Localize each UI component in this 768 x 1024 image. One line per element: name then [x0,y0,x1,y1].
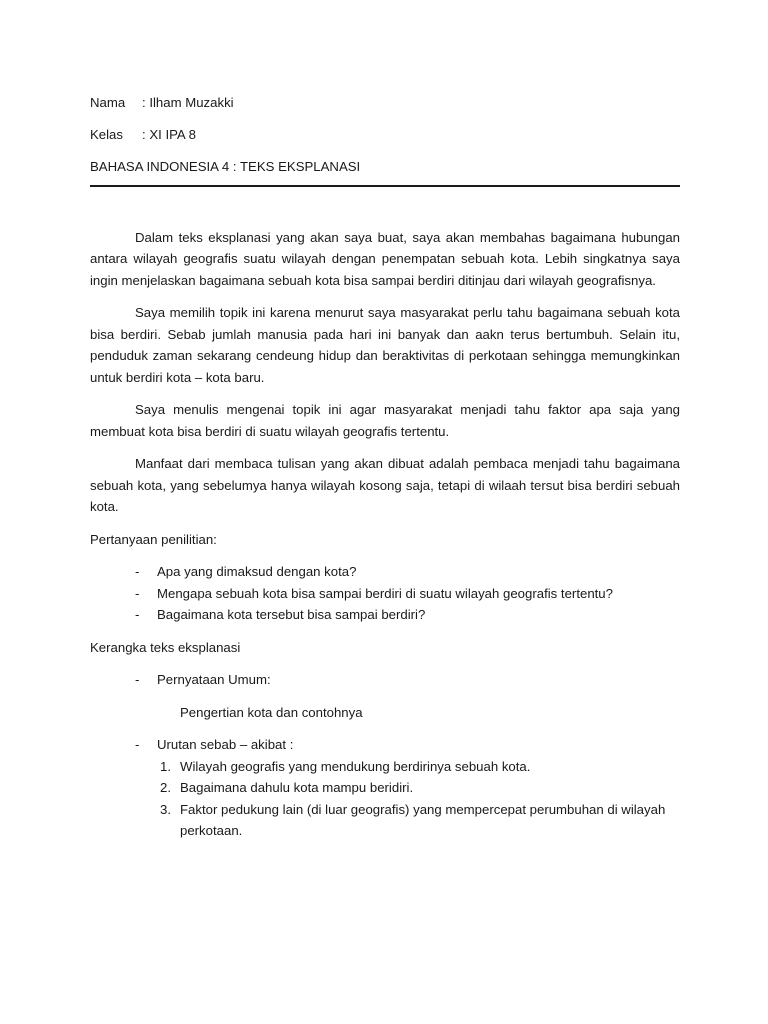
number-marker: 3. [160,801,171,817]
document-title: BAHASA INDONESIA 4 : TEKS EKSPLANASI [90,156,680,187]
class-row [90,124,680,145]
document-page [90,92,680,853]
dash-marker: - [135,737,140,752]
name-value: : Ilham Muzakki [142,95,234,110]
question-3: Bagaimana kota tersebut bisa sampai berdiri? [157,607,426,622]
framework-sequence-list [90,734,680,756]
name-row [90,92,680,113]
general-statement-text: Pengertian kota dan contohnya [180,704,363,720]
list-item [90,604,680,626]
body-section [90,227,680,842]
sequence-item-2: Bagaimana dahulu kota mampu beridiri. [180,780,414,795]
paragraph-2: Saya memilih topik ini karena menurut saya masyarakat perlu tahu bagaimana sebuah kota bisa berdiri. Sebab jumlah manusia pada hari ini banyak dan aakn terus bertumbuh. Selain itu, penduduk zaman sekarang cendeung hidup dan beraktivitas di perkotaan sehingga memungkinkan untuk berdiri kota – kota baru. [90,305,680,385]
sequence-item-3: Faktor pedukung lain (di luar geografis) yang mempercepat perumbuhan di wilayah perkotaan. [180,801,666,838]
list-item [90,561,680,583]
question-1: Apa yang dimaksud dengan kota? [157,564,357,579]
questions-heading: Pertanyaan penilitian: [90,531,217,547]
paragraph-1: Dalam teks eksplanasi yang akan saya buat, saya akan membahas bagaimana hubungan antara wilayah geografis suatu wilayah dengan penempatan sebuah kota. Lebih singkatnya saya ingin menjelaskan bagaimana sebuah kota bisa sampai berdiri ditinjau dari wilayah geografisnya. [90,229,680,288]
number-marker: 2. [160,780,171,795]
paragraph-3: Saya menulis mengenai topik ini agar masyarakat menjadi tahu faktor apa saja yang membuat kota bisa berdiri di suatu wilayah geografis tertentu. [90,402,680,439]
question-2: Mengapa sebuah kota bisa sampai berdiri di suatu wilayah geografis tertentu? [157,585,613,601]
dash-marker: - [135,564,140,579]
framework-general-list [90,669,680,691]
questions-list [90,561,680,626]
name-label: Nama [90,95,126,110]
class-label: Kelas [90,127,123,142]
list-item [90,669,680,691]
framework-heading: Kerangka teks eksplanasi [90,639,241,655]
number-marker: 1. [160,758,171,774]
sequence-label: Urutan sebab – akibat : [157,737,294,752]
paragraph-4: Manfaat dari membaca tulisan yang akan dibuat adalah pembaca menjadi tahu bagaimana sebuah kota, yang sebelumya hanya wilayah kosong saja, tetapi di wilaah tersut bisa berdiri sebuah kota. [90,456,680,514]
list-item [90,777,680,799]
sequence-items [90,756,680,842]
list-item [90,583,680,605]
list-item [90,756,680,778]
list-item [90,734,680,756]
class-value: : XI IPA 8 [142,127,196,142]
dash-marker: - [135,585,140,601]
dash-marker: - [135,672,140,687]
dash-marker: - [135,607,140,622]
list-item [90,799,680,842]
sequence-item-1: Wilayah geografis yang mendukung berdirinya sebuah kota. [180,758,531,774]
general-statement-label: Pernyataan Umum: [157,672,271,687]
